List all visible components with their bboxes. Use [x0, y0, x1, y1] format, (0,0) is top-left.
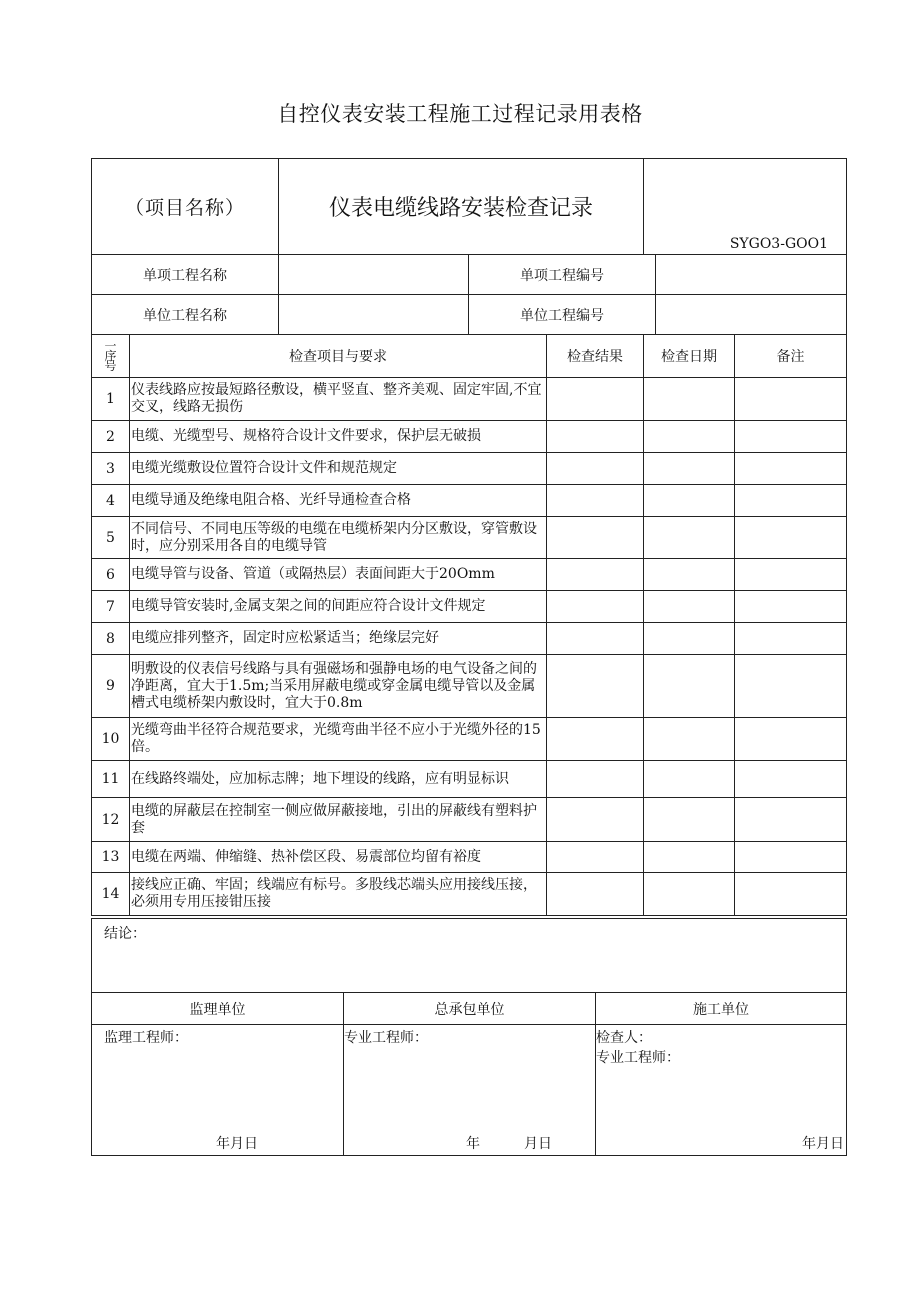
- checklist-header-row: [92, 335, 847, 378]
- row-number: 2: [92, 421, 130, 453]
- seq-header: 一 序 号: [92, 335, 130, 378]
- contractor-unit-header: 总承包单位: [344, 993, 596, 1025]
- remarks-cell[interactable]: [735, 485, 847, 517]
- check-item: 不同信号、不同电压等级的电缆在电缆桥架内分区敷设，穿管敷设时，应分别采用各自的电缆导管: [130, 517, 547, 559]
- row-number: 4: [92, 485, 130, 517]
- project-name-cell: [92, 159, 279, 255]
- row-number: 1: [92, 378, 130, 421]
- table-row: [92, 798, 847, 842]
- result-cell[interactable]: [547, 655, 644, 718]
- table-row: [92, 623, 847, 655]
- remarks-cell[interactable]: [735, 798, 847, 842]
- result-cell[interactable]: [547, 798, 644, 842]
- result-header: 检查结果: [547, 335, 644, 378]
- table-row: [92, 591, 847, 623]
- date-cell[interactable]: [644, 761, 735, 798]
- result-cell[interactable]: [547, 453, 644, 485]
- table-row: [92, 761, 847, 798]
- check-item: 电缆光缆敷设位置符合设计文件和规范规定: [130, 453, 547, 485]
- result-cell[interactable]: [547, 842, 644, 873]
- unit-project-name-field[interactable]: [279, 295, 469, 335]
- date-cell[interactable]: [644, 485, 735, 517]
- date-cell[interactable]: [644, 421, 735, 453]
- table-row: [92, 485, 847, 517]
- table-row: [92, 559, 847, 591]
- check-item: 电缆在两端、伸缩缝、热补偿区段、易震部位均留有裕度: [130, 842, 547, 873]
- date-cell[interactable]: [644, 591, 735, 623]
- check-item: 电缆导管安装时,金属支架之间的间距应符合设计文件规定: [130, 591, 547, 623]
- row-number: 11: [92, 761, 130, 798]
- check-item: 明敷设的仪表信号线路与具有强磁场和强静电场的电气设备之间的净距离，宜大于1.5m;当采用屏蔽电缆或穿金属电缆导管以及金属槽式电缆桥架内敷设时，宜大于0.8m: [130, 655, 547, 718]
- result-cell[interactable]: [547, 421, 644, 453]
- remarks-cell[interactable]: [735, 421, 847, 453]
- check-item: 电缆导管与设备、管道（或隔热层）表面间距大于20Omm: [130, 559, 547, 591]
- conclusion-label: 结论：: [104, 926, 146, 942]
- check-item: 仪表线路应按最短路径敷设，横平竖直、整齐美观、固定牢固,不宜交叉，线路无损伤: [130, 378, 547, 421]
- conclusion-cell[interactable]: [92, 919, 847, 993]
- supervisor-date: 年月日: [216, 1136, 258, 1152]
- contractor-engineer-label: 专业工程师：: [344, 1030, 428, 1046]
- table-row: [92, 842, 847, 873]
- supervisor-engineer-label: 监理工程师：: [104, 1030, 188, 1046]
- remarks-cell[interactable]: [735, 873, 847, 916]
- item-project-code-field[interactable]: [656, 255, 847, 295]
- project-name-placeholder: （项目名称）: [124, 197, 245, 219]
- signature-table: [91, 992, 847, 1156]
- date-cell[interactable]: [644, 798, 735, 842]
- row-number: 12: [92, 798, 130, 842]
- table-row: [92, 655, 847, 718]
- form-header-table: [91, 158, 847, 255]
- item-project-name-label: 单项工程名称: [92, 255, 279, 295]
- form-title: 仪表电缆线路安装检查记录: [328, 196, 593, 221]
- table-row: [92, 517, 847, 559]
- contractor-date-month-day: 月日: [524, 1136, 552, 1152]
- date-cell[interactable]: [644, 517, 735, 559]
- contractor-signature-cell[interactable]: [344, 1025, 596, 1156]
- checklist-table: [91, 334, 847, 916]
- date-cell[interactable]: [644, 718, 735, 761]
- row-number: 9: [92, 655, 130, 718]
- remarks-cell[interactable]: [735, 517, 847, 559]
- date-cell[interactable]: [644, 623, 735, 655]
- result-cell[interactable]: [547, 517, 644, 559]
- table-row: [92, 873, 847, 916]
- row-number: 10: [92, 718, 130, 761]
- result-cell[interactable]: [547, 718, 644, 761]
- form-title-cell: [279, 159, 644, 255]
- date-header: 检查日期: [644, 335, 735, 378]
- check-item: 电缆、光缆型号、规格符合设计文件要求，保护层无破损: [130, 421, 547, 453]
- date-cell[interactable]: [644, 655, 735, 718]
- result-cell[interactable]: [547, 761, 644, 798]
- row-number: 5: [92, 517, 130, 559]
- item-project-code-label: 单项工程编号: [469, 255, 656, 295]
- row-number: 14: [92, 873, 130, 916]
- remarks-header: 备注: [735, 335, 847, 378]
- unit-project-name-label: 单位工程名称: [92, 295, 279, 335]
- form-code-cell: [644, 159, 847, 255]
- result-cell[interactable]: [547, 559, 644, 591]
- unit-project-code-field[interactable]: [656, 295, 847, 335]
- remarks-cell[interactable]: [735, 761, 847, 798]
- date-cell[interactable]: [644, 559, 735, 591]
- remarks-cell[interactable]: [735, 623, 847, 655]
- row-number: 3: [92, 453, 130, 485]
- form-code: SYGO3-GOO1: [729, 236, 828, 252]
- result-cell[interactable]: [547, 591, 644, 623]
- date-cell[interactable]: [644, 842, 735, 873]
- check-item: 电缆应排列整齐，固定时应松紧适当；绝缘层完好: [130, 623, 547, 655]
- result-cell[interactable]: [547, 623, 644, 655]
- date-cell[interactable]: [644, 453, 735, 485]
- date-cell[interactable]: [644, 873, 735, 916]
- table-row: [92, 718, 847, 761]
- construction-date: 年月日: [802, 1136, 844, 1152]
- row-number: 13: [92, 842, 130, 873]
- supervisor-signature-cell[interactable]: [92, 1025, 344, 1156]
- contractor-date-year: 年: [466, 1136, 480, 1152]
- item-header: 检查项目与要求: [130, 335, 547, 378]
- construction-signature-cell[interactable]: [596, 1025, 847, 1156]
- supervisor-unit-header: 监理单位: [92, 993, 344, 1025]
- remarks-cell[interactable]: [735, 559, 847, 591]
- table-row: [92, 421, 847, 453]
- row-number: 6: [92, 559, 130, 591]
- result-cell[interactable]: [547, 873, 644, 916]
- remarks-cell[interactable]: [735, 378, 847, 421]
- remarks-cell[interactable]: [735, 591, 847, 623]
- item-project-name-field[interactable]: [279, 255, 469, 295]
- table-row: [92, 378, 847, 421]
- inspector-label: 检查人：: [596, 1030, 652, 1046]
- remarks-cell[interactable]: [735, 718, 847, 761]
- table-row: [92, 453, 847, 485]
- unit-project-code-label: 单位工程编号: [469, 295, 656, 335]
- remarks-cell[interactable]: [735, 655, 847, 718]
- check-item: 接线应正确、牢固；线端应有标号。多股线芯端头应用接线压接，必须用专用压接钳压接: [130, 873, 547, 916]
- remarks-cell[interactable]: [735, 453, 847, 485]
- check-item: 电缆的屏蔽层在控制室一侧应做屏蔽接地，引出的屏蔽线有塑料护套: [130, 798, 547, 842]
- result-cell[interactable]: [547, 485, 644, 517]
- date-cell[interactable]: [644, 378, 735, 421]
- construction-unit-header: 施工单位: [596, 993, 847, 1025]
- remarks-cell[interactable]: [735, 842, 847, 873]
- result-cell[interactable]: [547, 378, 644, 421]
- project-info-table: [91, 254, 847, 335]
- check-item: 光缆弯曲半径符合规范要求，光缆弯曲半径不应小于光缆外径的15倍。: [130, 718, 547, 761]
- document-title: 自控仪表安装工程施工过程记录用表格: [277, 102, 643, 126]
- check-item: 在线路终端处，应加标志牌；地下埋设的线路，应有明显标识: [130, 761, 547, 798]
- construction-engineer-label: 专业工程师：: [596, 1050, 680, 1066]
- row-number: 8: [92, 623, 130, 655]
- conclusion-table: [91, 918, 847, 993]
- check-item: 电缆导通及绝缘电阻合格、光纤导通检查合格: [130, 485, 547, 517]
- row-number: 7: [92, 591, 130, 623]
